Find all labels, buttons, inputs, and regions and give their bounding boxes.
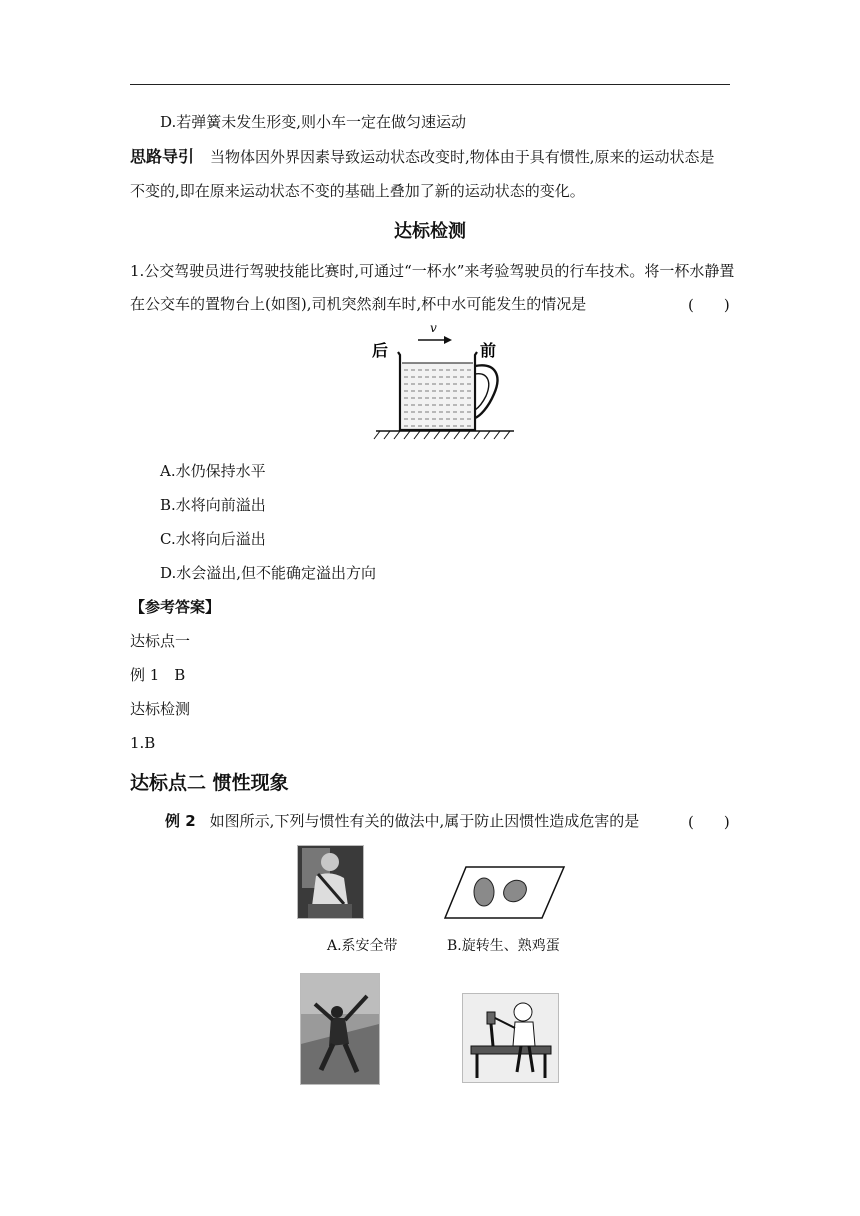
answer-line-2: 例 1 B (130, 666, 186, 684)
long-jump-photo (300, 973, 380, 1085)
back-label: 后 (372, 341, 389, 360)
front-label: 前 (480, 341, 497, 360)
section2-heading: 达标点二 惯性现象 (130, 772, 289, 794)
section-title: 达标检测 (394, 221, 466, 242)
example2-text: 如图所示,下列与惯性有关的做法中,属于防止因惯性造成危害的是 (209, 812, 640, 830)
q1-option-b: B.水将向前溢出 (160, 496, 266, 514)
q1-line-1: 1.公交驾驶员进行驾驶技能比赛时,可通过“一杯水”来考验驾驶员的行车技术。将一杯水静置 (130, 262, 735, 280)
option-d-previous: D.若弹簧未发生形变,则小车一定在做匀速运动 (160, 113, 467, 131)
cup-figure (370, 318, 520, 448)
example2-label: 例 2 (165, 812, 196, 830)
header-rule (130, 84, 730, 85)
q1-option-d: D.水会溢出,但不能确定溢出方向 (160, 564, 377, 582)
caption-a: A.系安全带 (327, 938, 398, 954)
eggs-figure (444, 865, 566, 920)
guide-text-1: 当物体因外界因素导致运动状态改变时,物体由于具有惯性,原来的运动状态是 (210, 148, 715, 166)
answer-line-3: 达标检测 (130, 700, 191, 718)
ground-hatch (374, 431, 510, 439)
answer-line-4: 1.B (130, 734, 156, 752)
q1-answer-paren: ( ) (688, 296, 730, 314)
answer-line-1: 达标点一 (130, 632, 191, 650)
seatbelt-photo (297, 845, 364, 919)
q1-option-c: C.水将向后溢出 (160, 530, 266, 548)
q1-option-a: A.水仍保持水平 (160, 462, 266, 480)
answers-heading: 【参考答案】 (130, 598, 221, 616)
guide-label: 思路导引 (130, 147, 195, 166)
velocity-label: v (430, 321, 437, 335)
hammer-cartoon (462, 993, 559, 1083)
guide-text-2: 不变的,即在原来运动状态不变的基础上叠加了新的运动状态的变化。 (130, 182, 585, 200)
example2-question (165, 811, 639, 831)
caption-b: B.旋转生、熟鸡蛋 (447, 938, 560, 954)
velocity-arrow-head (444, 336, 452, 344)
q1-line-2: 在公交车的置物台上(如图),司机突然刹车时,杯中水可能发生的情况是 (130, 295, 587, 313)
guide-paragraph (130, 147, 715, 167)
egg-raw (474, 878, 494, 906)
example2-answer-paren: ( ) (688, 813, 730, 831)
